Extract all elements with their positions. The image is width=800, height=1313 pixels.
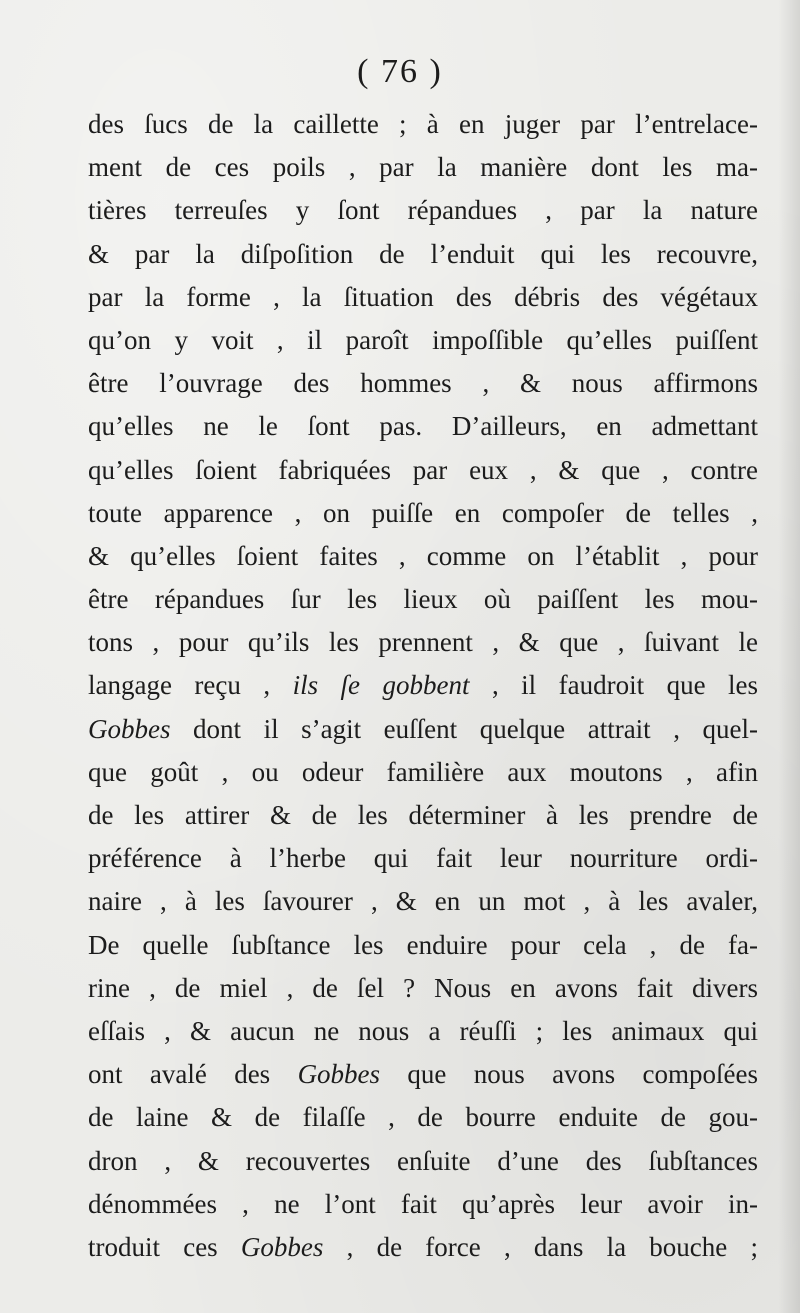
text-line [88,664,758,707]
text-run: eſſais , & aucun ne nous a réuſſi ; les animaux qui [88,1015,758,1046]
text-line [88,708,758,751]
text-run: qu’on y voit , il paroît impoſſible qu’elles puiſſent [88,324,758,355]
text-line [88,578,758,621]
text-run: être répandues ſur les lieux où paiſſent les mou- [88,584,758,615]
text-line [88,233,758,276]
text-line [88,837,758,880]
text-line [88,146,758,189]
text-run: ment de ces poils , par la manière dont les ma- [88,152,758,183]
text-line [88,1226,758,1269]
text-run: troduit ces [88,1231,241,1262]
text-line [88,492,758,535]
text-line [88,1140,758,1183]
text-line [88,1183,758,1226]
text-line [88,1053,758,1096]
italic-text: Gobbes [297,1059,381,1090]
text-run: , il faudroit que les [469,670,759,701]
text-run: préférence à l’herbe qui fait leur nourriture ordi- [88,843,758,874]
text-line [88,621,758,664]
text-run: que nous avons compoſées [380,1059,758,1090]
text-line [88,880,758,923]
text-line [88,1096,758,1139]
italic-text: Gobbes [240,1231,324,1262]
text-line [88,794,758,837]
text-run: tons , pour qu’ils les prennent , & que , ſuivant le [88,627,758,658]
text-run: qu’elles ne le ſont pas. D’ailleurs, en admettant [88,411,758,442]
text-run: dénommées , ne l’ont fait qu’après leur avoir in- [88,1188,758,1219]
page-number: ( 76 ) [357,53,443,90]
text-line [88,1010,758,1053]
text-run: des ſucs de la caillette ; à en juger par l’entrelace- [88,109,758,139]
text-line [88,449,758,492]
text-run: dron , & recouvertes enſuite d’une des ſubſtances [88,1145,758,1176]
text-run: ont avalé des [88,1059,298,1090]
text-line [88,967,758,1010]
italic-text: Gobbes [88,713,171,744]
text-run: & par la diſpoſition de l’enduit qui les recouvre, [88,238,758,269]
text-run: que goût , ou odeur familière aux moutons , afin [88,756,758,787]
text-run: langage reçu , [88,670,293,701]
text-run: & qu’elles ſoient faites , comme on l’établit , pour [88,540,758,571]
text-line [88,405,758,448]
text-line [88,276,758,319]
text-line [88,535,758,578]
text-line [88,751,758,794]
text-run: tières terreuſes y ſont répandues , par la nature [88,195,758,226]
text-line [88,924,758,967]
page-edge-shadow [778,0,800,1313]
text-run: qu’elles ſoient fabriquées par eux , & que , contre [88,454,758,485]
text-run: rine , de miel , de ſel ? Nous en avons fait divers [88,972,758,1003]
text-line [88,103,758,146]
text-run: de les attirer & de les déterminer à les prendre de [88,800,758,830]
text-run: , de force , dans la bouche ; [323,1231,758,1262]
text-run: dont il s’agit euſſent quelque attrait , quel- [170,713,758,744]
text-line [88,189,758,232]
text-line [88,362,758,405]
text-run: être l’ouvrage des hommes , & nous affirmons [88,368,758,399]
text-run: De quelle ſubſtance les enduire pour cela , de fa- [88,929,758,960]
text-run: toute apparence , on puiſſe en compoſer de telles , [88,497,758,528]
italic-text: ils ſe gobbent [292,670,470,701]
body-text [88,103,758,1269]
text-line [88,319,758,362]
text-run: naire , à les ſavourer , & en un mot , à les avaler, [88,886,758,917]
text-run: de laine & de filaſſe , de bourre enduite de gou- [88,1102,758,1133]
text-run: par la forme , la ſituation des débris des végétaux [88,281,758,312]
